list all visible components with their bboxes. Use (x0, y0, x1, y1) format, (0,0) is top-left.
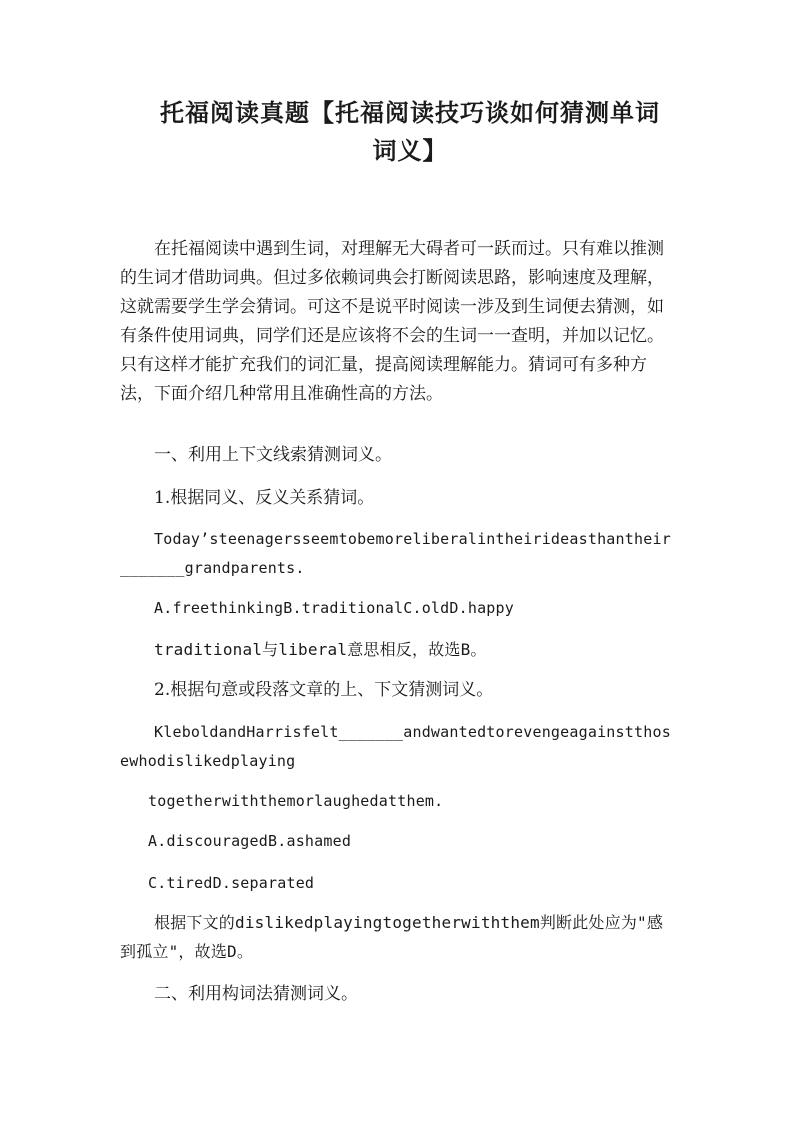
answer-options-2b: C.tiredD.separated (148, 874, 315, 892)
example-sentence-1: Today’steenagersseemtobemoreliberalintheirideasthantheir_______grandparents. (120, 530, 671, 577)
example-sentence-2-continued: togetherwiththemorlaughedatthem. (148, 792, 444, 810)
subsection-heading-1: 1.根据同义、反义关系猜词。 (154, 488, 375, 508)
explanation-2: 根据下文的dislikedplayingtogetherwiththem判断此处应为"感到孤立"，故选D。 (120, 913, 664, 961)
section-heading-2: 二、利用构词法猜测词义。 (154, 984, 358, 1004)
document-title: 托福阅读真题【托福阅读技巧谈如何猜测单词词义】 (160, 98, 660, 165)
answer-options-1: A.freethinkingB.traditionalC.oldD.happy (154, 599, 514, 617)
subsection-heading-2: 2.根据句意或段落文章的上、下文猜测词义。 (154, 680, 494, 700)
answer-options-2a: A.discouragedB.ashamed (148, 832, 352, 850)
example-sentence-2: KleboldandHarrisfelt_______andwantedtorevengeagainstthosewhodislikedplaying (120, 723, 671, 770)
explanation-1: traditional与liberal意思相反，故选B。 (154, 640, 487, 659)
intro-paragraph: 在托福阅读中遇到生词，对理解无大碍者可一跃而过。只有难以推测的生词才借助词典。但过多依赖词典会打断阅读思路，影响速度及理解，这就需要学生学会猜词。可这不是说平时阅读一涉及到生词便去猜测，如有条件使用词典，同学们还是应该将不会的生词一一查明，并加以记忆。只有这样才能扩充我们的词汇量，提高阅读理解能力。猜词可有多种方法，下面介绍几种常用且准确性高的方法。 (120, 239, 664, 404)
section-heading-1: 一、利用上下文线索猜测词义。 (154, 445, 392, 465)
